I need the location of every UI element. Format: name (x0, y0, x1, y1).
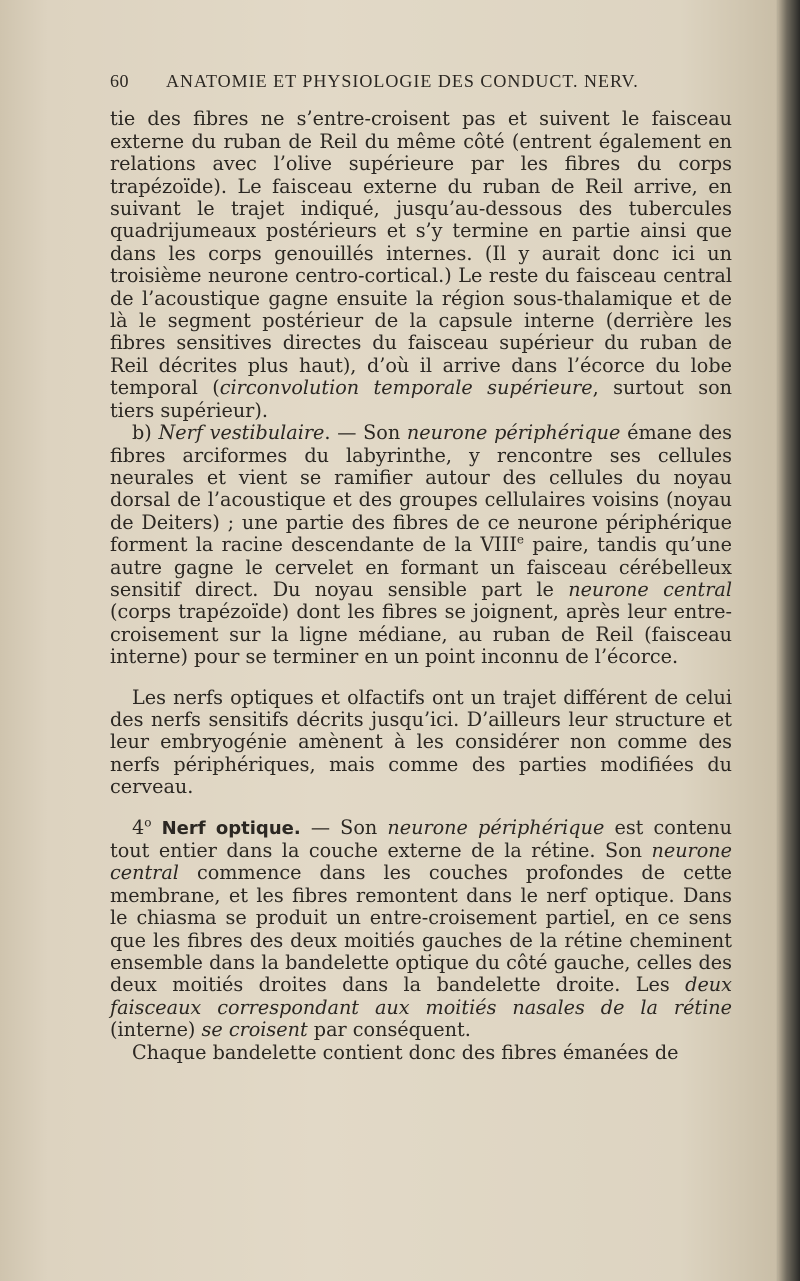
paragraph-optic-nerve: 4$^o$ Nerf optique. — Son neurone périphérique est contenu tout entier dans la couche externe de la rétine. Son neurone central commence dans les couches profondes de cette membrane, et les fibres remontent dans le nerf optique. Dans le chiasma se produit un entre-croisement partiel, en ce sens que les fibres des deux moitiés gauches de la rétine cheminent ensemble dans la bandelette optique du côté gauche, celles des deux moitiés droites dans la bandelette droite. Les deux faisceaux correspondant aux moitiés nasales de la rétine (interne) se croisent par conséquent. (110, 815, 732, 1042)
italic-term: neurone périphérique (387, 815, 605, 839)
page-number: 60 (110, 71, 129, 91)
page-edge-shadow (778, 0, 800, 1281)
paragraph-acoustic-continuation: tie des fibres ne s’entre-croisent pas et suivent le faisceau externe du ruban de Reil du même côté (entrent également en relations avec l’olive supérieure par les fibres du corps trapézoïde). Le faisceau externe du ruban de Reil arrive, en suivant le trajet indiqué, jusqu’au-dessous des tubercules quadrijumeaux postérieurs et s’y termine en partie ainsi que dans les corps genouillés internes. (Il y aurait donc ici un troisième neurone centro-cortical.) Le reste du faisceau central de l’acoustique gagne ensuite la région sous-thalamique et de là le segment postérieur de la capsule interne (derrière les fibres sensitives directes du faisceau supérieur du ruban de Reil décrites plus haut), d’où il arrive dans l’écorce du lobe temporal (circonvolution temporale supérieure, surtout son tiers supérieur). (110, 107, 733, 422)
italic-term: se croisent (201, 1018, 308, 1042)
running-header (110, 70, 732, 92)
italic-term: neurone central (568, 577, 733, 601)
italic-term: circonvolution temporale supérieure (219, 376, 593, 400)
text-column (110, 70, 732, 1064)
italic-term: deux faisceaux correspondant aux moitiés nasales de la rétine (110, 973, 732, 1019)
paragraph-optic-olfactory: Les nerfs optiques et olfactifs ont un trajet différent de celui des nerfs sensitifs décrits jusqu’ici. D’ailleurs leur structure et leur embryogénie amènent à les considérer non comme des nerfs périphériques, mais comme des parties modifiées du cerveau. (110, 685, 732, 799)
running-title: ANATOMIE ET PHYSIOLOGIE DES CONDUCT. NERV. (166, 71, 639, 91)
italic-term: Nerf vestibulaire (158, 421, 325, 445)
italic-term: neurone périphérique (406, 421, 621, 445)
section-heading: Nerf optique. (161, 817, 301, 839)
paragraph-vestibular-nerve: b) Nerf vestibulaire. — Son neurone périphérique émane des fibres arciformes du labyrinthe, y rencontre ses cellules neurales et vient se ramifier autour des cellules du noyau dorsal de l’acoustique et des groupes cellulaires voisins (noyau de Deiters) ; une partie des fibres de ce neurone périphérique forment la racine descendante de la VIIIe paire, tandis qu’une autre gagne le cervelet en formant un faisceau cérébelleux sensitif direct. Du noyau sensible part le neurone central (corps trapézoïde) dont les fibres se joignent, après leur entre-croisement sur la ligne médiane, au ruban de Reil (faisceau interne) pour se terminer en un point inconnu de l’écorce. (110, 421, 733, 669)
italic-term: neurone central (110, 839, 732, 885)
paragraph-chaque-bandelette: Chaque bandelette contient donc des fibres émanées de (132, 1040, 679, 1064)
